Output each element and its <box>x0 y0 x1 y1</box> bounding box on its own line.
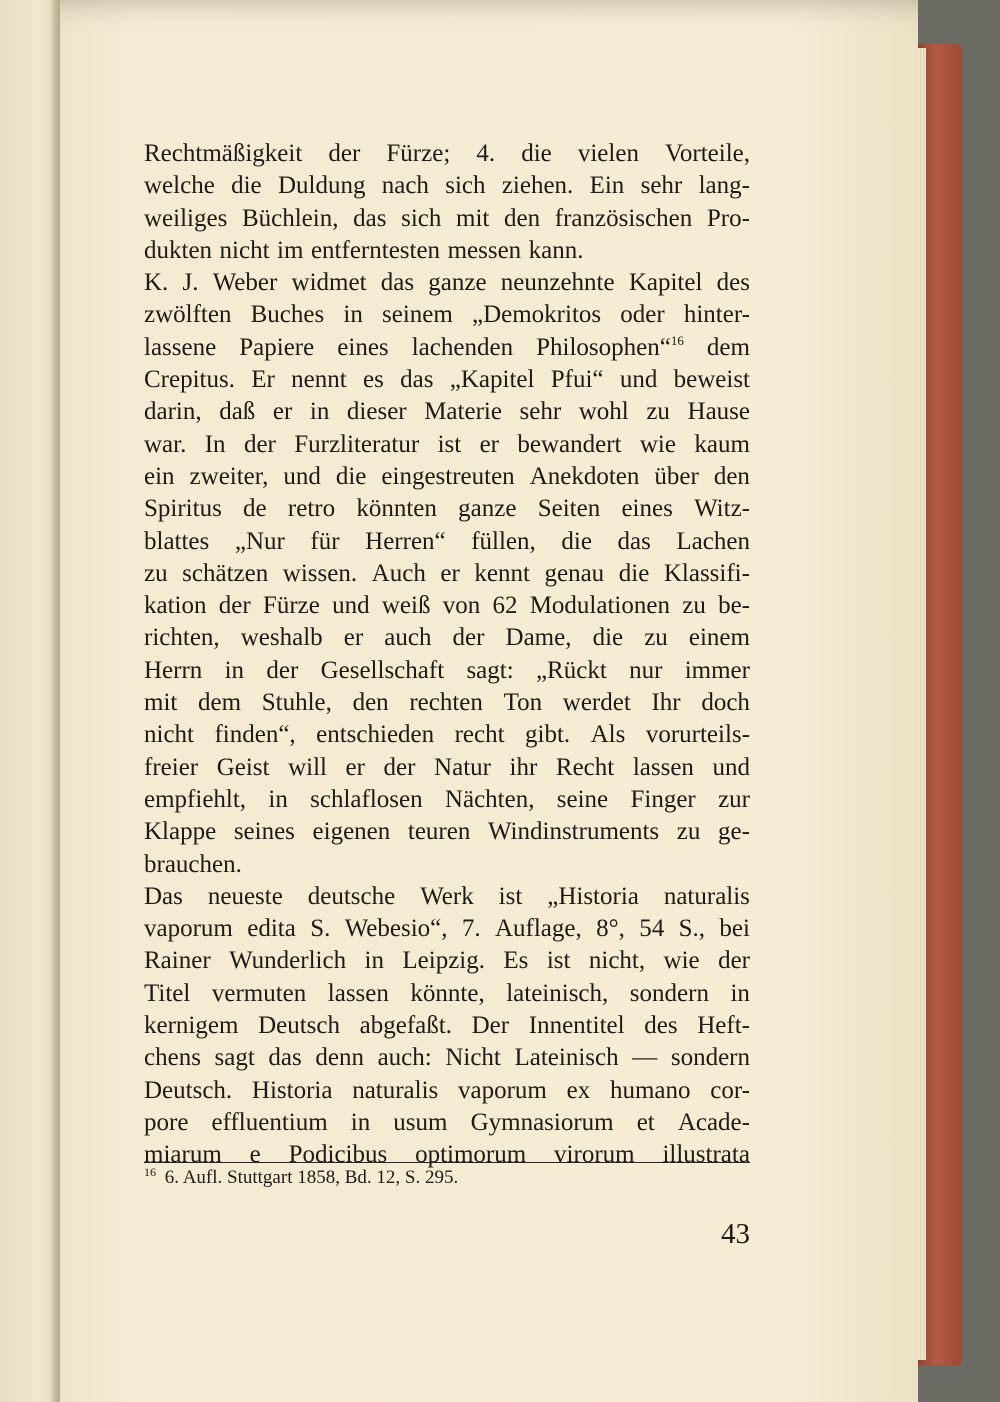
word: Klappe <box>144 818 217 846</box>
word: Ton <box>503 689 543 717</box>
word: könnten <box>356 495 437 523</box>
word: Witz- <box>694 495 750 523</box>
word: auch: <box>377 1044 432 1072</box>
word: er <box>272 398 293 426</box>
word: sagt <box>214 1044 255 1072</box>
word: nicht <box>219 236 270 264</box>
word: Materie <box>424 398 502 426</box>
word: will <box>288 753 327 781</box>
word: das <box>353 204 387 232</box>
word: des <box>716 269 750 297</box>
word: brauchen. <box>144 850 242 878</box>
word: Crepitus. <box>144 366 235 394</box>
word: in <box>350 1108 371 1136</box>
word: freier <box>144 753 199 781</box>
word: hinter- <box>683 301 750 329</box>
word: oder <box>620 301 665 329</box>
word: sagt: <box>466 656 514 684</box>
word: beweist <box>673 366 750 394</box>
word: ex <box>566 1076 591 1104</box>
word: Fürze; <box>386 140 451 167</box>
word: dukten <box>144 236 213 264</box>
word: kann. <box>528 236 584 264</box>
word: messen <box>447 236 522 264</box>
text-line <box>144 429 750 461</box>
word: in <box>730 979 750 1007</box>
word: S. <box>310 915 331 943</box>
word: dem <box>198 689 242 717</box>
word: Der <box>471 1012 510 1040</box>
word: widmet <box>291 269 367 297</box>
word: mit <box>456 204 490 232</box>
word: „Kapitel <box>449 366 535 394</box>
word: lateinisch, <box>506 979 609 1007</box>
word: neunzehnte <box>500 269 615 297</box>
word: der <box>243 430 276 458</box>
word: richten, <box>144 624 220 652</box>
word: K. <box>144 269 169 297</box>
word: Deutsch <box>258 1012 340 1040</box>
text-line <box>144 170 750 202</box>
footnote <box>144 1164 459 1189</box>
word: zweiter, <box>189 462 269 490</box>
word: Ein <box>589 172 625 200</box>
word: gibt. <box>525 721 571 749</box>
page-number: 43 <box>721 1218 750 1250</box>
word: lachenden <box>411 333 514 361</box>
text-line <box>144 978 750 1010</box>
text-line <box>144 622 750 654</box>
word: nach <box>381 172 429 200</box>
word: finden“, <box>214 721 296 749</box>
word: nur <box>629 656 663 684</box>
word: entschieden <box>316 721 435 749</box>
word: des <box>644 1012 678 1040</box>
word: den <box>504 204 541 232</box>
text-line <box>144 332 750 364</box>
word: Rainer <box>144 947 211 975</box>
word: er <box>345 753 365 781</box>
text-line <box>144 461 750 493</box>
word: das <box>380 269 415 297</box>
word: abgefaßt. <box>359 1012 452 1040</box>
word: 54 <box>639 915 665 943</box>
word: J. <box>182 269 199 297</box>
word: Weber <box>212 269 278 297</box>
word: Seiten <box>537 495 601 523</box>
word: die <box>521 140 552 167</box>
word: 4. <box>476 140 496 167</box>
word: könnte, <box>410 979 485 1007</box>
word: sondern <box>670 1044 750 1072</box>
word: wohl <box>578 398 629 426</box>
word: vaporum <box>458 1076 547 1104</box>
word: Furzliteratur <box>294 430 420 458</box>
word: ihr <box>509 753 538 781</box>
word: seine <box>556 785 609 813</box>
word: Werk <box>420 882 474 910</box>
word: füllen, <box>471 527 536 555</box>
word: Gymnasiorum <box>470 1108 614 1136</box>
word: die <box>231 172 262 200</box>
word: 8°, <box>596 915 625 943</box>
word: lassen <box>327 979 389 1007</box>
text-line <box>144 267 750 299</box>
word: Philosophen“ <box>536 333 671 361</box>
text-line <box>144 396 750 428</box>
word: Heft- <box>697 1012 750 1040</box>
word: nennt <box>291 366 347 394</box>
word: Kapitel <box>628 269 703 297</box>
facing-page-edge <box>0 0 60 1402</box>
word: wie <box>663 947 700 975</box>
word: der <box>383 753 416 781</box>
word: welche <box>144 172 215 200</box>
word: Recht <box>555 753 615 781</box>
word: et <box>636 1108 655 1136</box>
word: Historia <box>251 1076 333 1104</box>
word: mit <box>144 689 178 717</box>
word: genau <box>544 559 605 587</box>
word: edita <box>247 915 296 943</box>
word: sich <box>445 172 486 200</box>
word: sehr <box>640 172 683 200</box>
text-line <box>144 752 750 784</box>
word: Innentitel <box>528 1012 625 1040</box>
word: über <box>654 462 699 490</box>
word: de <box>243 495 267 523</box>
word: er <box>343 624 364 652</box>
word: neueste <box>207 882 283 910</box>
word: eigenen <box>312 818 391 846</box>
word: chens <box>144 1044 201 1072</box>
word: „Rückt <box>535 656 607 684</box>
word: Das <box>144 882 183 910</box>
word: Acade- <box>677 1108 750 1136</box>
word: wissen. <box>282 559 358 587</box>
word: Ihr <box>651 689 681 717</box>
word: nicht, <box>588 947 646 975</box>
text-line <box>144 913 750 945</box>
word: naturalis <box>663 882 750 910</box>
word: wie <box>639 430 676 458</box>
word: und <box>283 462 321 490</box>
text-line <box>144 945 750 977</box>
word: der <box>328 140 361 167</box>
word: Hause <box>687 398 750 426</box>
word: sehr <box>519 398 562 426</box>
word: bewandert <box>517 430 622 458</box>
word: der <box>718 947 750 975</box>
word: Finger <box>630 785 696 813</box>
word: lassene <box>144 333 217 361</box>
text-line <box>144 784 750 816</box>
text-line <box>144 299 750 331</box>
word: e <box>249 1141 261 1169</box>
word: zu <box>676 818 701 846</box>
word: Modulationen <box>529 592 670 620</box>
word: Fürze <box>262 592 320 620</box>
word: 7. <box>461 915 481 943</box>
word: das <box>400 366 434 394</box>
word: optimorum <box>415 1141 527 1169</box>
word: er <box>479 430 499 458</box>
word: teuren <box>407 818 471 846</box>
word: ist <box>437 430 462 458</box>
word: und <box>619 366 658 394</box>
word: und <box>712 753 750 781</box>
word: Natur <box>434 753 491 781</box>
word: zwölften <box>144 301 232 329</box>
word: „Nur <box>234 527 285 555</box>
word: Geist <box>216 753 270 781</box>
word: im <box>277 236 304 264</box>
word: Herrn <box>144 656 203 684</box>
word: Leipzig. <box>402 947 485 975</box>
word: seines <box>233 818 295 846</box>
word: Duldung <box>277 172 366 200</box>
word: Papiere <box>239 333 315 361</box>
word: französischen <box>554 204 693 232</box>
text-line <box>144 881 750 913</box>
word: dieser <box>346 398 407 426</box>
word: der <box>452 624 485 652</box>
text-line <box>144 558 750 590</box>
text-line <box>144 719 750 751</box>
word: bei <box>719 915 750 943</box>
body-text <box>144 138 750 1172</box>
word: immer <box>684 656 750 684</box>
word: das <box>268 1044 302 1072</box>
word: schätzen <box>182 559 269 587</box>
word: Pro- <box>706 204 750 232</box>
word: nicht <box>144 721 194 749</box>
word: Webesio“, <box>344 915 448 943</box>
word: recht <box>454 721 505 749</box>
word: blattes <box>144 527 210 555</box>
word: cor- <box>710 1076 750 1104</box>
word: seinem <box>382 301 453 329</box>
word: Windinstruments <box>487 818 660 846</box>
word: die <box>335 462 367 490</box>
word: pore <box>144 1108 189 1136</box>
word: deutsche <box>307 882 396 910</box>
word: Herren“ <box>365 527 446 555</box>
word: weshalb <box>240 624 323 652</box>
word: ganze <box>428 269 487 297</box>
text-line <box>144 590 750 622</box>
word: Lachen <box>676 527 750 555</box>
word: Titel <box>144 979 191 1007</box>
footnote-text: 6. Aufl. Stuttgart 1858, Bd. 12, S. 295. <box>164 1167 459 1188</box>
word: — <box>632 1044 658 1072</box>
word: kation <box>144 592 207 620</box>
text-line <box>144 138 750 170</box>
word: weiliges <box>144 204 228 232</box>
word: sich <box>401 204 442 232</box>
word: lassen <box>632 753 694 781</box>
word: vorurteils- <box>645 721 750 749</box>
text-line <box>144 655 750 687</box>
text-line <box>144 1107 750 1139</box>
word: ganze <box>458 495 517 523</box>
word: kaum <box>694 430 750 458</box>
word: kennt <box>474 559 530 587</box>
word: ein <box>144 462 175 490</box>
word: S., <box>678 915 705 943</box>
word: zu <box>144 559 168 587</box>
word: Büchlein, <box>241 204 339 232</box>
word: in <box>309 398 330 426</box>
word: Nicht <box>445 1044 501 1072</box>
word: einem <box>688 624 750 652</box>
word: empfiehlt, <box>144 785 247 813</box>
word: Buches <box>250 301 325 329</box>
word: weiß <box>381 592 431 620</box>
word: vielen <box>577 140 639 167</box>
text-line <box>144 203 750 235</box>
word: entferntesten <box>310 236 441 264</box>
word: es <box>363 366 384 394</box>
word: den <box>352 689 389 717</box>
word: doch <box>701 689 750 717</box>
text-line <box>144 364 750 396</box>
word: von <box>442 592 481 620</box>
word: Gesellschaft <box>320 656 445 684</box>
word: die <box>561 527 592 555</box>
word: Deutsch. <box>144 1076 233 1104</box>
word: auch <box>384 624 432 652</box>
word: Klassifi- <box>663 559 750 587</box>
word: eines <box>621 495 673 523</box>
word: ist <box>498 882 523 910</box>
word: Nächten, <box>444 785 535 813</box>
word: illustrata <box>662 1141 750 1169</box>
text-line <box>144 235 750 267</box>
word: zur <box>718 785 750 813</box>
word: die <box>618 559 650 587</box>
word: Rechtmäßigkeit <box>144 140 303 167</box>
word: ist <box>546 947 571 975</box>
word: usum <box>393 1108 448 1136</box>
word: ziehen. <box>501 172 574 200</box>
text-line <box>144 1042 750 1074</box>
word: In <box>204 430 226 458</box>
word-with-reference: Philosophen“16 <box>536 332 684 364</box>
word: daß <box>219 398 256 426</box>
text-line <box>144 849 750 881</box>
word: zu <box>682 592 706 620</box>
word: vermuten <box>211 979 307 1007</box>
word: rechten <box>409 689 483 717</box>
word: „Historia <box>547 882 639 910</box>
text-line <box>144 1075 750 1107</box>
footnote-rule <box>144 1162 750 1163</box>
text-line <box>144 816 750 848</box>
word: und <box>332 592 370 620</box>
word: der <box>266 656 299 684</box>
word: das <box>617 527 651 555</box>
word: in <box>224 656 245 684</box>
word: werdet <box>562 689 631 717</box>
word: Lateinisch <box>514 1044 619 1072</box>
word: Dame, <box>505 624 572 652</box>
word: be- <box>718 592 750 620</box>
word: naturalis <box>352 1076 439 1104</box>
word: Pfui“ <box>550 366 604 394</box>
word: schlaflosen <box>310 785 423 813</box>
word: darin, <box>144 398 202 426</box>
word: war. <box>144 430 187 458</box>
word: in <box>364 947 384 975</box>
text-line <box>144 493 750 525</box>
word: für <box>310 527 340 555</box>
word: zu <box>646 398 670 426</box>
word: in <box>343 301 363 329</box>
word: retro <box>287 495 336 523</box>
word: Podicibus <box>288 1141 388 1169</box>
word: er <box>440 559 460 587</box>
word: eines <box>337 333 389 361</box>
word: Vorteile, <box>665 140 750 167</box>
word: lang- <box>698 172 750 200</box>
word: „Demokritos <box>471 301 602 329</box>
word: Auflage, <box>494 915 582 943</box>
word: effluentium <box>211 1108 328 1136</box>
word: Anekdoten <box>529 462 640 490</box>
word: Wunderlich <box>229 947 347 975</box>
word: in <box>268 785 288 813</box>
word: kernigem <box>144 1012 239 1040</box>
word: eingestreuten <box>381 462 515 490</box>
word: Als <box>590 721 626 749</box>
word: denn <box>315 1044 364 1072</box>
book-page <box>60 0 918 1402</box>
text-line <box>144 687 750 719</box>
word: sondern <box>629 979 709 1007</box>
word: vaporum <box>144 915 233 943</box>
footnote-number: 16 <box>144 1164 156 1179</box>
word: virorum <box>554 1141 635 1169</box>
text-line <box>144 526 750 558</box>
text-line <box>144 1010 750 1042</box>
word: die <box>592 624 624 652</box>
word: Es <box>503 947 529 975</box>
word: 62 <box>492 592 518 620</box>
word: Stuhle, <box>261 689 332 717</box>
word: Er <box>251 366 275 394</box>
word: dem <box>706 333 750 361</box>
word: zu <box>644 624 668 652</box>
word: der <box>218 592 251 620</box>
word: ge- <box>718 818 750 846</box>
word: humano <box>609 1076 691 1104</box>
word: den <box>713 462 750 490</box>
word: Auch <box>371 559 426 587</box>
word: miarum <box>144 1141 222 1169</box>
word: Spiritus <box>144 495 222 523</box>
